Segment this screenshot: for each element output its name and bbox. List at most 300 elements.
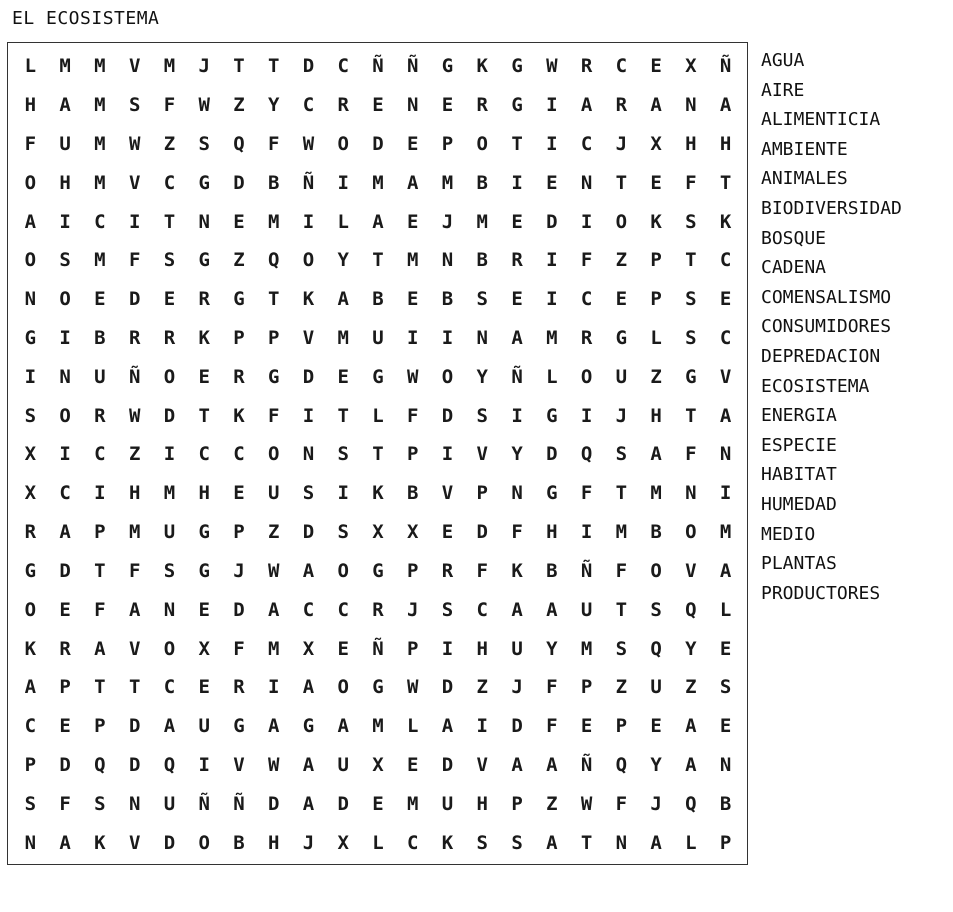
grid-cell[interactable]: C <box>615 55 628 78</box>
grid-cell[interactable]: A <box>546 753 558 776</box>
grid-cell[interactable]: M <box>372 171 384 194</box>
grid-cell[interactable]: G <box>198 249 210 272</box>
grid-cell[interactable]: I <box>407 327 419 350</box>
grid-cell[interactable]: P <box>94 521 106 544</box>
grid-cell[interactable]: T <box>615 598 628 621</box>
grid-cell[interactable]: K <box>441 831 454 854</box>
grid-cell[interactable]: A <box>441 715 454 738</box>
grid-cell[interactable]: N <box>685 482 697 505</box>
grid-cell[interactable]: L <box>24 55 37 78</box>
grid-cell[interactable]: P <box>24 753 37 776</box>
grid-cell[interactable]: C <box>476 598 488 621</box>
grid-cell[interactable]: A <box>685 753 697 776</box>
grid-cell[interactable]: E <box>233 210 245 233</box>
grid-cell[interactable]: F <box>128 249 141 272</box>
grid-cell[interactable]: N <box>441 249 454 272</box>
grid-cell[interactable]: I <box>546 288 558 311</box>
grid-cell[interactable]: R <box>615 94 628 117</box>
grid-cell[interactable]: D <box>163 831 176 854</box>
grid-cell[interactable]: C <box>94 443 106 466</box>
grid-cell[interactable]: E <box>650 715 662 738</box>
grid-cell[interactable]: T <box>94 676 106 699</box>
grid-cell[interactable]: P <box>615 715 628 738</box>
grid-cell[interactable]: O <box>59 288 71 311</box>
grid-cell[interactable]: G <box>24 559 37 582</box>
grid-cell[interactable]: D <box>546 443 558 466</box>
grid-cell[interactable]: R <box>128 327 141 350</box>
grid-cell[interactable]: K <box>233 404 245 427</box>
grid-cell[interactable]: O <box>337 676 349 699</box>
grid-cell[interactable]: T <box>719 171 732 194</box>
grid-cell[interactable]: A <box>267 715 280 738</box>
grid-cell[interactable]: V <box>128 637 141 660</box>
grid-cell[interactable]: J <box>198 55 210 78</box>
grid-cell[interactable]: A <box>337 288 349 311</box>
grid-cell[interactable]: Q <box>163 753 176 776</box>
grid-cell[interactable]: M <box>267 210 280 233</box>
grid-cell[interactable]: U <box>163 521 176 544</box>
grid-cell[interactable]: E <box>163 288 176 311</box>
grid-cell[interactable]: C <box>163 171 176 194</box>
grid-cell[interactable]: X <box>372 521 384 544</box>
grid-cell[interactable]: H <box>128 482 141 505</box>
grid-cell[interactable]: S <box>511 831 523 854</box>
grid-cell[interactable]: D <box>372 133 384 156</box>
grid-cell[interactable]: B <box>233 831 245 854</box>
grid-cell[interactable]: R <box>233 676 245 699</box>
grid-cell[interactable]: E <box>650 55 662 78</box>
grid-cell[interactable]: I <box>302 210 315 233</box>
grid-cell[interactable]: O <box>163 637 176 660</box>
grid-cell[interactable]: N <box>24 288 37 311</box>
grid-cell[interactable]: W <box>267 753 280 776</box>
grid-cell[interactable]: T <box>685 404 697 427</box>
grid-cell[interactable]: F <box>511 521 523 544</box>
grid-cell[interactable]: S <box>685 210 697 233</box>
grid-cell[interactable]: D <box>441 404 454 427</box>
grid-cell[interactable]: N <box>719 443 732 466</box>
grid-cell[interactable]: B <box>267 171 280 194</box>
grid-cell[interactable]: T <box>685 249 697 272</box>
grid-cell[interactable]: M <box>94 133 106 156</box>
grid-cell[interactable]: M <box>546 327 558 350</box>
grid-cell[interactable]: U <box>94 365 106 388</box>
grid-cell[interactable]: Z <box>476 676 488 699</box>
grid-cell[interactable]: D <box>128 715 141 738</box>
grid-cell[interactable]: M <box>163 55 176 78</box>
grid-cell[interactable]: T <box>580 831 593 854</box>
grid-cell[interactable]: Ñ <box>233 792 245 815</box>
grid-cell[interactable]: D <box>163 404 176 427</box>
grid-cell[interactable]: M <box>128 521 141 544</box>
grid-cell[interactable]: A <box>407 171 419 194</box>
grid-cell[interactable]: U <box>580 598 593 621</box>
grid-cell[interactable]: Ñ <box>198 792 210 815</box>
grid-cell[interactable]: T <box>511 133 523 156</box>
grid-cell[interactable]: K <box>476 55 488 78</box>
grid-cell[interactable]: G <box>615 327 628 350</box>
grid-cell[interactable]: T <box>372 443 384 466</box>
grid-cell[interactable]: E <box>511 288 523 311</box>
grid-cell[interactable]: C <box>580 133 593 156</box>
grid-cell[interactable]: X <box>372 753 384 776</box>
grid-cell[interactable]: I <box>337 171 349 194</box>
grid-cell[interactable]: I <box>546 94 558 117</box>
grid-cell[interactable]: E <box>441 521 454 544</box>
grid-cell[interactable]: C <box>407 831 419 854</box>
grid-cell[interactable]: V <box>441 482 454 505</box>
grid-cell[interactable]: N <box>615 831 628 854</box>
grid-cell[interactable]: X <box>337 831 349 854</box>
grid-cell[interactable]: P <box>650 288 662 311</box>
grid-cell[interactable]: W <box>407 365 419 388</box>
grid-cell[interactable]: E <box>372 94 384 117</box>
grid-cell[interactable]: D <box>441 753 454 776</box>
grid-cell[interactable]: L <box>337 210 349 233</box>
grid-cell[interactable]: I <box>24 365 37 388</box>
grid-cell[interactable]: R <box>511 249 523 272</box>
grid-cell[interactable]: C <box>233 443 245 466</box>
grid-cell[interactable]: S <box>719 676 732 699</box>
grid-cell[interactable]: Q <box>580 443 593 466</box>
grid-cell[interactable]: Y <box>685 637 697 660</box>
grid-cell[interactable]: S <box>476 288 488 311</box>
grid-cell[interactable]: D <box>337 792 349 815</box>
grid-cell[interactable]: P <box>407 443 419 466</box>
grid-cell[interactable]: A <box>59 831 71 854</box>
grid-cell[interactable]: I <box>59 210 71 233</box>
grid-cell[interactable]: K <box>511 559 523 582</box>
grid-cell[interactable]: T <box>337 404 349 427</box>
grid-cell[interactable]: P <box>511 792 523 815</box>
grid-cell[interactable]: O <box>650 559 662 582</box>
grid-cell[interactable]: E <box>94 288 106 311</box>
grid-cell[interactable]: B <box>546 559 558 582</box>
grid-cell[interactable]: B <box>372 288 384 311</box>
grid-cell[interactable]: G <box>302 715 315 738</box>
grid-cell[interactable]: I <box>59 327 71 350</box>
grid-cell[interactable]: F <box>128 559 141 582</box>
grid-cell[interactable]: O <box>267 443 280 466</box>
grid-cell[interactable]: Z <box>546 792 558 815</box>
grid-cell[interactable]: R <box>59 637 71 660</box>
grid-cell[interactable]: N <box>580 171 593 194</box>
grid-cell[interactable]: G <box>546 404 558 427</box>
grid-cell[interactable]: I <box>302 404 315 427</box>
grid-cell[interactable]: F <box>476 559 488 582</box>
grid-cell[interactable]: O <box>24 171 37 194</box>
grid-cell[interactable]: N <box>685 94 697 117</box>
grid-cell[interactable]: R <box>441 559 454 582</box>
grid-cell[interactable]: I <box>546 249 558 272</box>
grid-cell[interactable]: B <box>650 521 662 544</box>
grid-cell[interactable]: M <box>337 327 349 350</box>
grid-cell[interactable]: A <box>302 792 315 815</box>
grid-cell[interactable]: Y <box>650 753 662 776</box>
grid-cell[interactable]: C <box>24 715 37 738</box>
grid-cell[interactable]: F <box>163 94 176 117</box>
grid-cell[interactable]: S <box>59 249 71 272</box>
grid-cell[interactable]: A <box>302 676 315 699</box>
grid-cell[interactable]: E <box>580 715 593 738</box>
grid-cell[interactable]: G <box>372 559 384 582</box>
grid-cell[interactable]: S <box>337 521 349 544</box>
grid-cell[interactable]: H <box>650 404 662 427</box>
grid-cell[interactable]: B <box>94 327 106 350</box>
grid-cell[interactable]: A <box>719 404 732 427</box>
grid-cell[interactable]: D <box>476 521 488 544</box>
grid-cell[interactable]: N <box>198 210 210 233</box>
grid-cell[interactable]: D <box>302 365 315 388</box>
grid-cell[interactable]: Z <box>267 521 280 544</box>
grid-cell[interactable]: F <box>267 133 280 156</box>
grid-cell[interactable]: A <box>302 559 315 582</box>
grid-cell[interactable]: I <box>511 404 523 427</box>
grid-cell[interactable]: H <box>198 482 210 505</box>
grid-cell[interactable]: D <box>302 55 315 78</box>
grid-cell[interactable]: S <box>302 482 315 505</box>
grid-cell[interactable]: O <box>685 521 697 544</box>
grid-cell[interactable]: Y <box>476 365 488 388</box>
grid-cell[interactable]: J <box>441 210 454 233</box>
grid-cell[interactable]: M <box>94 249 106 272</box>
grid-cell[interactable]: V <box>128 831 141 854</box>
grid-cell[interactable]: V <box>476 443 488 466</box>
grid-cell[interactable]: X <box>198 637 210 660</box>
grid-cell[interactable]: Ñ <box>511 365 523 388</box>
grid-cell[interactable]: O <box>615 210 628 233</box>
grid-cell[interactable]: H <box>719 133 732 156</box>
grid-cell[interactable]: D <box>441 676 454 699</box>
grid-cell[interactable]: E <box>407 753 419 776</box>
grid-cell[interactable]: S <box>476 831 488 854</box>
grid-cell[interactable]: X <box>302 637 315 660</box>
grid-cell[interactable]: A <box>546 598 558 621</box>
grid-cell[interactable]: O <box>24 249 37 272</box>
grid-cell[interactable]: Z <box>233 94 245 117</box>
grid-cell[interactable]: E <box>441 94 454 117</box>
grid-cell[interactable]: F <box>233 637 245 660</box>
grid-cell[interactable]: U <box>59 133 71 156</box>
grid-cell[interactable]: T <box>615 482 628 505</box>
grid-cell[interactable]: Y <box>337 249 349 272</box>
grid-cell[interactable]: F <box>546 715 558 738</box>
grid-cell[interactable]: R <box>580 327 593 350</box>
grid-cell[interactable]: W <box>407 676 419 699</box>
grid-cell[interactable]: F <box>685 171 697 194</box>
grid-cell[interactable]: I <box>337 482 349 505</box>
grid-cell[interactable]: O <box>476 133 488 156</box>
grid-cell[interactable]: S <box>476 404 488 427</box>
grid-cell[interactable]: O <box>580 365 593 388</box>
grid-cell[interactable]: E <box>719 637 732 660</box>
grid-cell[interactable]: H <box>476 792 488 815</box>
grid-cell[interactable]: A <box>24 676 37 699</box>
grid-cell[interactable]: C <box>580 288 593 311</box>
grid-cell[interactable]: P <box>233 327 245 350</box>
grid-cell[interactable]: A <box>163 715 176 738</box>
grid-cell[interactable]: K <box>372 482 384 505</box>
grid-cell[interactable]: F <box>24 133 37 156</box>
grid-cell[interactable]: G <box>685 365 697 388</box>
grid-cell[interactable]: Q <box>685 792 697 815</box>
grid-cell[interactable]: G <box>511 94 523 117</box>
grid-cell[interactable]: R <box>198 288 210 311</box>
grid-cell[interactable]: K <box>650 210 662 233</box>
grid-cell[interactable]: E <box>615 288 628 311</box>
grid-cell[interactable]: E <box>650 171 662 194</box>
grid-cell[interactable]: H <box>267 831 280 854</box>
grid-cell[interactable]: I <box>580 210 593 233</box>
grid-cell[interactable]: J <box>511 676 523 699</box>
grid-cell[interactable]: R <box>94 404 106 427</box>
grid-cell[interactable]: Ñ <box>372 55 384 78</box>
grid-cell[interactable]: M <box>372 715 384 738</box>
grid-cell[interactable]: C <box>302 94 315 117</box>
grid-cell[interactable]: P <box>580 676 593 699</box>
grid-cell[interactable]: U <box>511 637 523 660</box>
grid-cell[interactable]: I <box>580 521 593 544</box>
grid-cell[interactable]: S <box>685 327 697 350</box>
grid-cell[interactable]: B <box>719 792 732 815</box>
grid-cell[interactable]: X <box>24 482 37 505</box>
grid-cell[interactable]: T <box>198 404 210 427</box>
grid-cell[interactable]: A <box>580 94 593 117</box>
grid-cell[interactable]: S <box>615 443 628 466</box>
grid-cell[interactable]: W <box>267 559 280 582</box>
grid-cell[interactable]: H <box>546 521 558 544</box>
grid-cell[interactable]: D <box>233 171 245 194</box>
grid-cell[interactable]: J <box>615 133 628 156</box>
grid-cell[interactable]: E <box>719 288 732 311</box>
grid-cell[interactable]: W <box>128 133 141 156</box>
grid-cell[interactable]: U <box>372 327 384 350</box>
grid-cell[interactable]: K <box>24 637 37 660</box>
grid-cell[interactable]: F <box>267 404 280 427</box>
grid-cell[interactable]: F <box>580 249 593 272</box>
grid-cell[interactable]: O <box>441 365 454 388</box>
grid-cell[interactable]: A <box>94 637 106 660</box>
grid-cell[interactable]: D <box>511 715 523 738</box>
grid-cell[interactable]: V <box>233 753 245 776</box>
grid-cell[interactable]: A <box>650 831 662 854</box>
grid-cell[interactable]: W <box>580 792 593 815</box>
grid-cell[interactable]: A <box>59 521 71 544</box>
grid-cell[interactable]: G <box>267 365 280 388</box>
grid-cell[interactable]: Q <box>233 133 245 156</box>
grid-cell[interactable]: G <box>372 365 384 388</box>
grid-cell[interactable]: A <box>650 94 662 117</box>
grid-cell[interactable]: G <box>546 482 558 505</box>
grid-cell[interactable]: R <box>24 521 37 544</box>
grid-cell[interactable]: A <box>511 598 523 621</box>
grid-cell[interactable]: N <box>719 753 732 776</box>
grid-cell[interactable]: A <box>24 210 37 233</box>
grid-cell[interactable]: M <box>59 55 71 78</box>
grid-cell[interactable]: W <box>546 55 558 78</box>
grid-cell[interactable]: D <box>546 210 558 233</box>
grid-cell[interactable]: O <box>24 598 37 621</box>
grid-cell[interactable]: S <box>337 443 349 466</box>
grid-cell[interactable]: D <box>128 753 141 776</box>
grid-cell[interactable]: E <box>407 288 419 311</box>
grid-cell[interactable]: Y <box>511 443 523 466</box>
grid-cell[interactable]: Z <box>128 443 141 466</box>
grid-cell[interactable]: S <box>24 792 37 815</box>
grid-cell[interactable]: D <box>302 521 315 544</box>
grid-cell[interactable]: Z <box>650 365 662 388</box>
grid-cell[interactable]: E <box>719 715 732 738</box>
grid-cell[interactable]: A <box>59 94 71 117</box>
grid-cell[interactable]: A <box>372 210 384 233</box>
grid-cell[interactable]: R <box>372 598 384 621</box>
grid-cell[interactable]: T <box>128 676 141 699</box>
grid-cell[interactable]: C <box>302 598 315 621</box>
grid-cell[interactable]: M <box>94 171 106 194</box>
grid-cell[interactable]: N <box>24 831 37 854</box>
grid-cell[interactable]: T <box>267 55 280 78</box>
grid-cell[interactable]: F <box>615 559 628 582</box>
grid-cell[interactable]: G <box>198 171 210 194</box>
grid-cell[interactable]: Q <box>267 249 280 272</box>
grid-cell[interactable]: Q <box>615 753 628 776</box>
grid-cell[interactable]: G <box>233 715 245 738</box>
grid-cell[interactable]: R <box>476 94 488 117</box>
grid-cell[interactable]: I <box>441 443 454 466</box>
grid-cell[interactable]: H <box>24 94 37 117</box>
grid-cell[interactable]: L <box>372 404 384 427</box>
grid-cell[interactable]: Ñ <box>372 637 384 660</box>
grid-cell[interactable]: O <box>163 365 176 388</box>
grid-cell[interactable]: E <box>546 171 558 194</box>
grid-cell[interactable]: L <box>685 831 697 854</box>
grid-cell[interactable]: I <box>59 443 71 466</box>
grid-cell[interactable]: V <box>128 171 141 194</box>
grid-cell[interactable]: I <box>580 404 593 427</box>
grid-cell[interactable]: P <box>407 637 419 660</box>
grid-cell[interactable]: A <box>128 598 141 621</box>
grid-cell[interactable]: T <box>233 55 245 78</box>
grid-cell[interactable]: B <box>476 171 488 194</box>
grid-cell[interactable]: U <box>337 753 349 776</box>
grid-cell[interactable]: H <box>476 637 488 660</box>
grid-cell[interactable]: E <box>233 482 245 505</box>
grid-cell[interactable]: C <box>94 210 106 233</box>
grid-cell[interactable]: S <box>198 133 210 156</box>
grid-cell[interactable]: N <box>407 94 419 117</box>
grid-cell[interactable]: M <box>407 792 419 815</box>
grid-cell[interactable]: W <box>198 94 210 117</box>
grid-cell[interactable]: Y <box>267 94 280 117</box>
grid-cell[interactable]: X <box>685 55 697 78</box>
grid-cell[interactable]: I <box>476 715 488 738</box>
grid-cell[interactable]: I <box>719 482 732 505</box>
grid-cell[interactable]: M <box>94 55 106 78</box>
grid-cell[interactable]: U <box>615 365 628 388</box>
grid-cell[interactable]: K <box>198 327 210 350</box>
grid-cell[interactable]: T <box>615 171 628 194</box>
grid-cell[interactable]: R <box>580 55 593 78</box>
grid-cell[interactable]: U <box>441 792 454 815</box>
grid-cell[interactable]: E <box>407 210 419 233</box>
grid-cell[interactable]: S <box>24 404 37 427</box>
grid-cell[interactable]: X <box>650 133 662 156</box>
grid-cell[interactable]: I <box>267 676 280 699</box>
grid-cell[interactable]: U <box>163 792 176 815</box>
grid-cell[interactable]: Ñ <box>719 55 732 78</box>
grid-cell[interactable]: L <box>546 365 558 388</box>
grid-cell[interactable]: S <box>163 559 176 582</box>
